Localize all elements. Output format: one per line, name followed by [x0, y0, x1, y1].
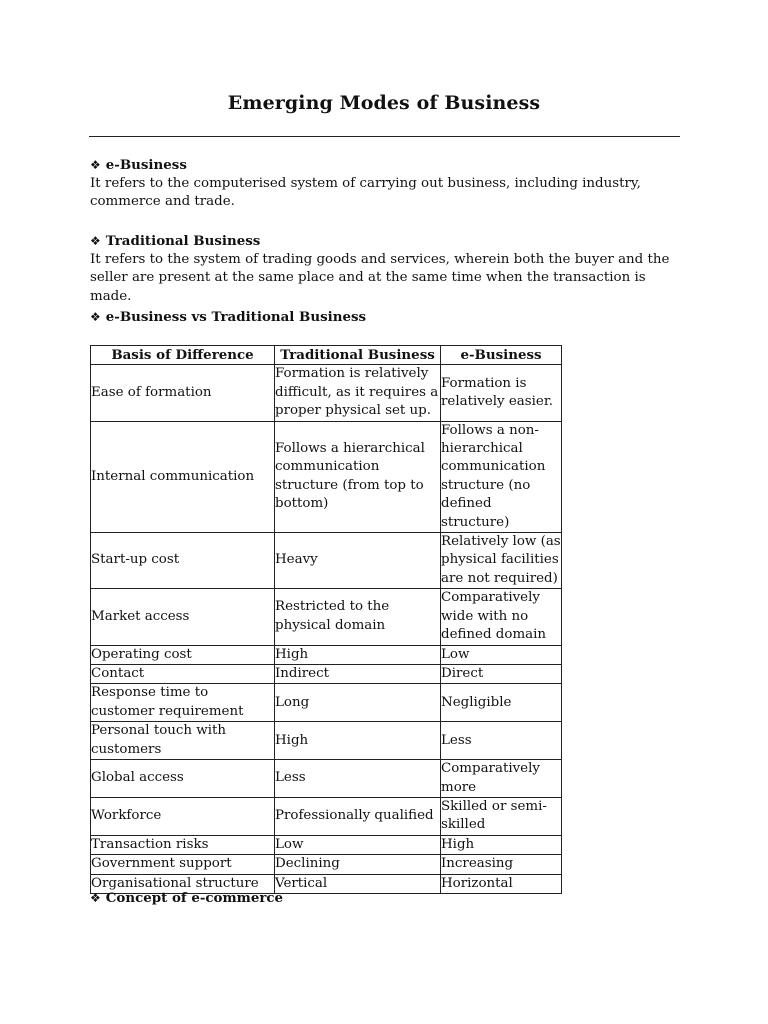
diamond-bullet-icon: ❖ — [90, 158, 101, 172]
page-title: Emerging Modes of Business — [227, 92, 541, 114]
title-divider — [89, 136, 680, 137]
table-cell: Vertical — [275, 874, 441, 893]
table-cell: Less — [441, 722, 562, 760]
diamond-bullet-icon: ❖ — [90, 234, 101, 248]
table-cell: Skilled or semi-skilled — [441, 797, 562, 835]
table-cell: Comparatively wide with no defined domain — [441, 589, 562, 645]
comparison-table — [90, 345, 562, 894]
table-cell: High — [441, 835, 562, 854]
table-cell: Market access — [91, 589, 275, 645]
table-row — [91, 797, 562, 835]
table-cell: Long — [275, 684, 441, 722]
table-cell: Direct — [441, 664, 562, 683]
section-heading-text: e-Business — [105, 157, 187, 173]
table-cell: Declining — [275, 855, 441, 874]
table-row — [91, 835, 562, 854]
table-row — [91, 760, 562, 798]
section-heading-text: e-Business vs Traditional Business — [105, 309, 367, 325]
table-cell: Low — [441, 645, 562, 664]
table-cell: High — [275, 645, 441, 664]
table-cell: Workforce — [91, 797, 275, 835]
section-e-business — [90, 156, 690, 212]
table-row — [91, 684, 562, 722]
table-cell: Organisational structure — [91, 874, 275, 893]
table-cell: Ease of formation — [91, 365, 275, 421]
table-cell: Low — [275, 835, 441, 854]
table-row — [91, 421, 562, 532]
section-heading — [90, 156, 690, 175]
table-cell: Response time to customer requirement — [91, 684, 275, 722]
section-heading-text: Traditional Business — [105, 233, 261, 249]
section-heading-text: Concept of e-commerce — [105, 890, 284, 906]
table-cell: Follows a non-hierarchical communication structure (no defined structure) — [441, 421, 562, 532]
table-cell: Operating cost — [91, 645, 275, 664]
section-paragraph: It refers to the computerised system of carrying out business, including industry, commerce and trade. — [90, 175, 641, 210]
table-cell: Follows a hierarchical communication structure (from top to bottom) — [275, 421, 441, 532]
column-header: Basis of Difference — [91, 346, 275, 365]
table-cell: Comparatively more — [441, 760, 562, 798]
table-cell: Less — [275, 760, 441, 798]
table-cell: Relatively low (as physical facilities are not required) — [441, 533, 562, 589]
table-cell: Personal touch with customers — [91, 722, 275, 760]
section-heading — [90, 232, 690, 251]
table-cell: Professionally qualified — [275, 797, 441, 835]
section-concept-e-commerce — [90, 889, 690, 908]
column-header: e-Business — [441, 346, 562, 365]
table-cell: Indirect — [275, 664, 441, 683]
table-row — [91, 722, 562, 760]
section-comparison — [90, 308, 690, 327]
table-header-row — [91, 346, 562, 365]
table-cell: Heavy — [275, 533, 441, 589]
table-cell: Negligible — [441, 684, 562, 722]
table-cell: Formation is relatively difficult, as it requires a proper physical set up. — [275, 365, 441, 421]
diamond-bullet-icon: ❖ — [90, 310, 101, 324]
table-cell: High — [275, 722, 441, 760]
table-cell: Restricted to the physical domain — [275, 589, 441, 645]
section-heading — [90, 308, 690, 327]
table-cell: Contact — [91, 664, 275, 683]
section-heading — [90, 889, 690, 908]
table-cell: Internal communication — [91, 421, 275, 532]
table-cell: Start-up cost — [91, 533, 275, 589]
section-paragraph: It refers to the system of trading goods and services, wherein both the buyer and the seller are present at the same place and at the same time when the transaction is made. — [90, 251, 670, 304]
diamond-bullet-icon: ❖ — [90, 891, 101, 905]
table-cell: Horizontal — [441, 874, 562, 893]
table-row — [91, 855, 562, 874]
table-row — [91, 645, 562, 664]
table-row — [91, 589, 562, 645]
column-header: Traditional Business — [275, 346, 441, 365]
table-row — [91, 365, 562, 421]
table-cell: Government support — [91, 855, 275, 874]
table-row — [91, 664, 562, 683]
section-traditional-business — [90, 232, 690, 306]
table-cell: Transaction risks — [91, 835, 275, 854]
table-cell: Global access — [91, 760, 275, 798]
table-cell: Formation is relatively easier. — [441, 365, 562, 421]
table-row — [91, 533, 562, 589]
table-cell: Increasing — [441, 855, 562, 874]
